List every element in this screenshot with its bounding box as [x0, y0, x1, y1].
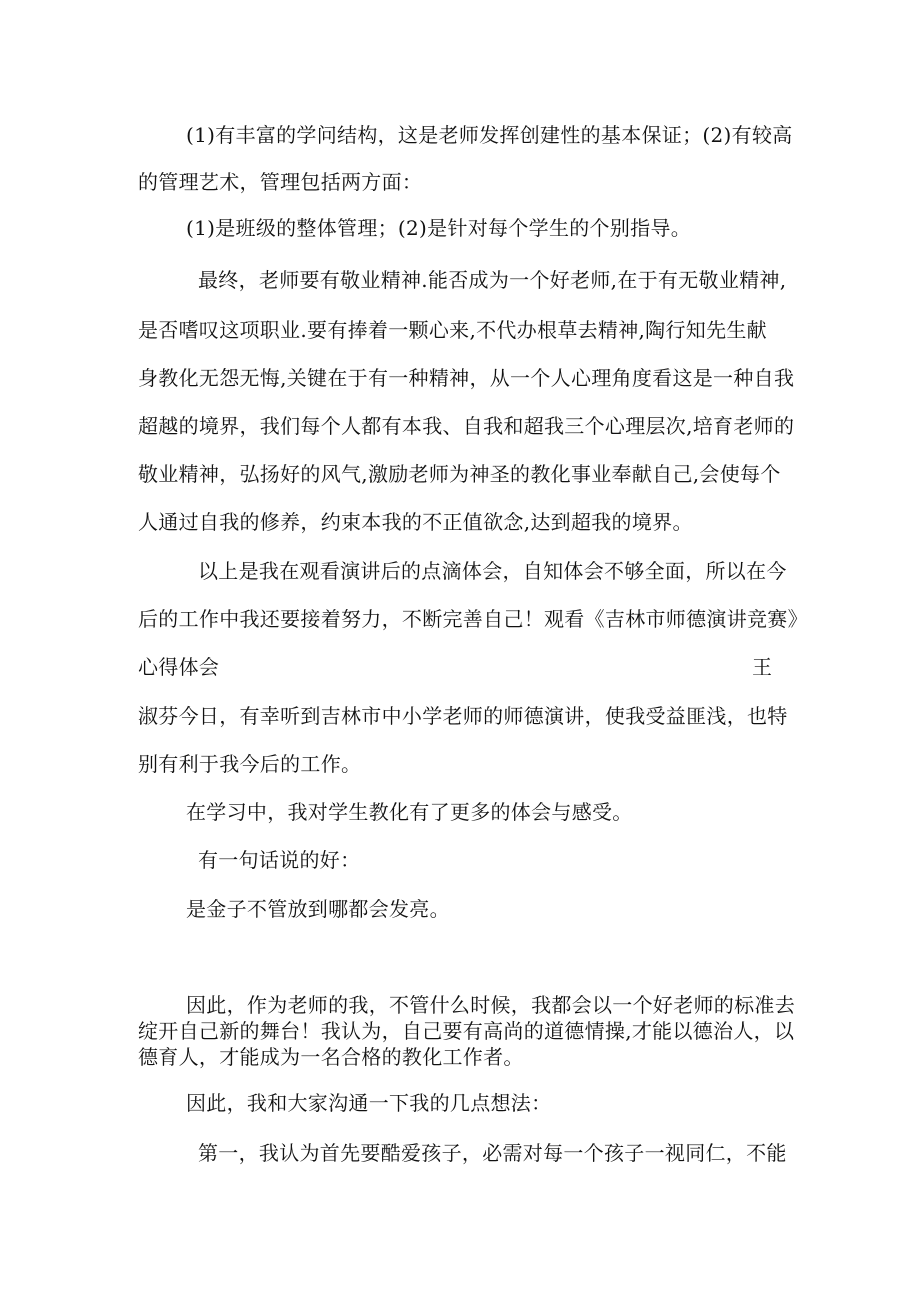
text-line-9: 人通过自我的修养，约束本我的不正值欲念,达到超我的境界。 [138, 510, 693, 534]
text-line-7: 超越的境界，我们每个人都有本我、自我和超我三个心理层次,培育老师的 [138, 414, 795, 438]
text-line-19: 绽开自己新的舞台！我认为，自己要有高尚的道德情操,才能以德治人，以 [138, 1019, 795, 1043]
text-line-4: 最终，老师要有敬业精神.能否成为一个好老师,在于有无敬业精神, [198, 268, 787, 292]
text-line-2: 的管理艺术，管理包括两方面： [138, 170, 423, 194]
text-line-8: 敬业精神，弘扬好的风气,激励老师为神圣的教化事业奉献自己,会使每个 [138, 462, 781, 486]
text-line-3: (1)是班级的整体管理；(2)是针对每个学生的个别指导。 [186, 216, 692, 240]
text-line-5: 是否嗜叹这项职业.要有捧着一颗心来,不代办根草去精神,陶行知先生献 [138, 318, 767, 342]
author-surname: 王 [752, 655, 773, 679]
text-line-18: 因此，作为老师的我，不管什么时候，我都会以一个好老师的标准去 [186, 993, 795, 1017]
text-line-20: 德育人，才能成为一名合格的教化工作者。 [138, 1045, 524, 1069]
text-line-11: 后的工作中我还要接着努力，不断完善自己！观看《吉林市师德演讲竞赛》 [138, 607, 808, 631]
text-line-17: 是金子不管放到哪都会发亮。 [186, 897, 450, 921]
text-line-12: 心得体会 [138, 655, 220, 679]
text-line-10: 以上是我在观看演讲后的点滴体会，自知体会不够全面，所以在今 [198, 559, 787, 583]
text-line-13: 淑芬今日，有幸听到吉林市中小学老师的师德演讲，使我受益匪浅，也特 [138, 704, 788, 728]
text-line-6: 身教化无怨无悔,关键在于有一种精神，从一个人心理角度看这是一种自我 [138, 366, 795, 390]
text-line-15: 在学习中，我对学生教化有了更多的体会与感受。 [186, 800, 633, 824]
text-line-21: 因此，我和大家沟通一下我的几点想法： [186, 1091, 552, 1115]
text-line-14: 别有利于我今后的工作。 [138, 752, 362, 776]
text-line-22: 第一，我认为首先要酷爱孩子，必需对每一个孩子一视同仁，不能 [198, 1141, 787, 1165]
text-line-1: (1)有丰富的学问结构，这是老师发挥创建性的基本保证；(2)有较高 [186, 123, 793, 147]
text-line-16: 有一句话说的好： [198, 848, 361, 872]
